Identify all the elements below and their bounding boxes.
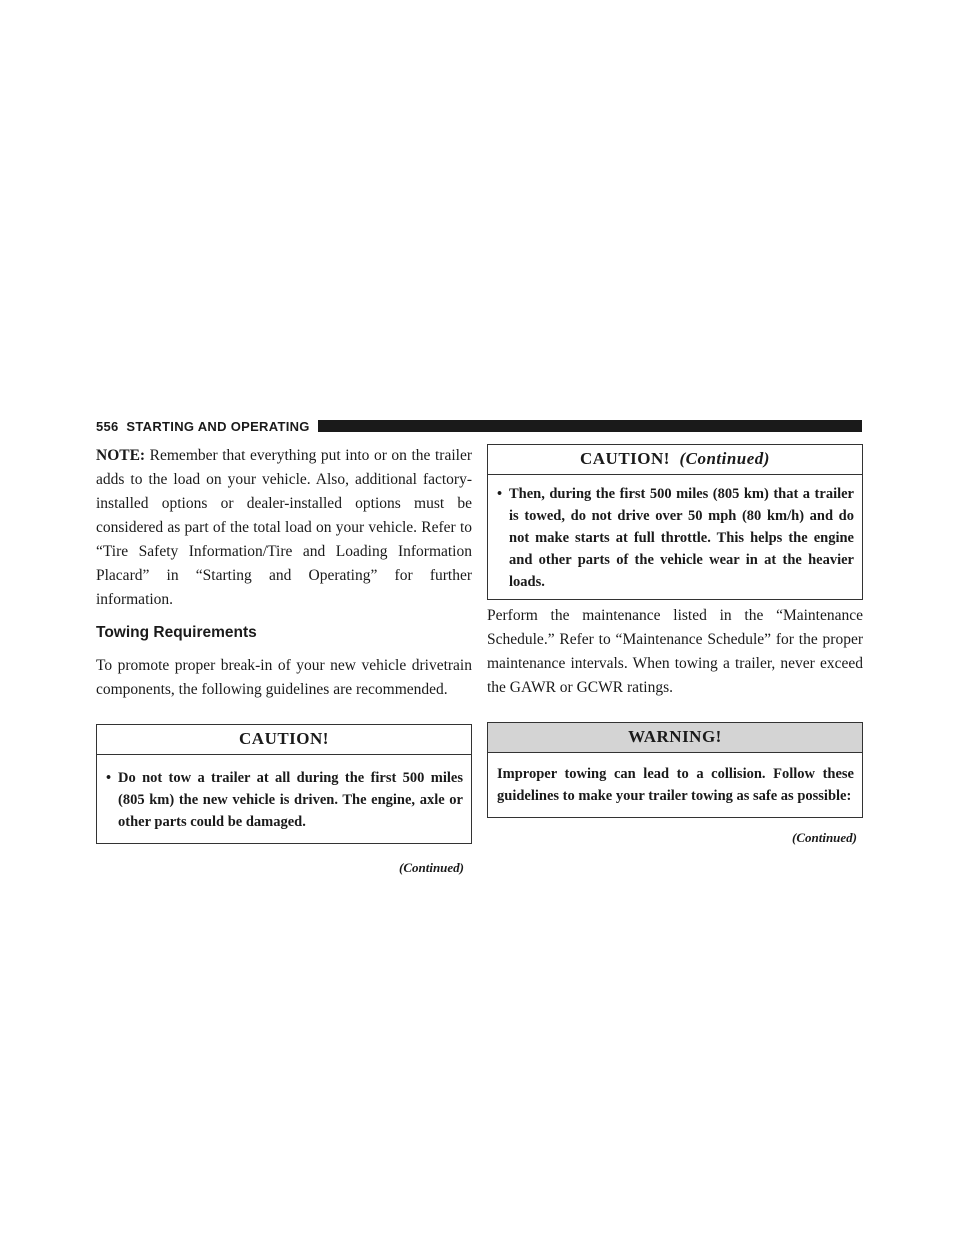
caution-continued-suffix: (Continued) xyxy=(679,449,770,468)
continued-label: (Continued) xyxy=(398,860,464,875)
section-heading: Towing Requirements xyxy=(96,624,257,641)
warning-text: Improper towing can lead to a collision. Follow these guidelines to make your trailer towing as safe as possible: xyxy=(497,766,854,804)
caution-title: CAUTION! xyxy=(97,725,471,755)
caution-continued-box xyxy=(487,444,863,600)
continued-label: (Continued) xyxy=(791,830,857,845)
right-column xyxy=(487,444,863,846)
caution-continued-title xyxy=(488,445,862,475)
note-paragraph xyxy=(96,444,472,612)
left-column xyxy=(96,444,472,876)
note-label: NOTE: xyxy=(96,447,146,464)
page-header xyxy=(96,418,862,434)
maintenance-paragraph: Perform the maintenance listed in the “Maintenance Schedule.” Refer to “Maintenance Schedule” for the proper maintenance intervals. When towing a trailer, never exceed the GAWR or GCWR ratings. xyxy=(487,607,863,696)
caution-box xyxy=(96,724,472,844)
note-text: Remember that everything put into or on the trailer adds to the load on your vehicle. Also, additional factory-installed options or dealer-installed options must be considered as part of the total load on your vehicle. Refer to “Tire Safety Information/Tire and Loading Information Placard” in “Starting and Operating” for further information. xyxy=(96,447,472,608)
warning-body xyxy=(488,753,862,817)
caution-continued-bullet xyxy=(497,483,854,593)
caution-bullet-text: Do not tow a trailer at all during the first 500 miles (805 km) the new vehicle is driven. The engine, axle or other parts could be damaged. xyxy=(118,770,463,830)
warning-box xyxy=(487,722,863,818)
page-header-text xyxy=(96,419,318,434)
caution-bullet xyxy=(106,767,463,833)
caution-continued-label: CAUTION! xyxy=(580,449,670,468)
caution-continued-body xyxy=(488,475,862,599)
bullet-icon: • xyxy=(106,770,112,786)
caution-body xyxy=(97,755,471,843)
caution-continued-bullet-text: Then, during the first 500 miles (805 km) that a trailer is towed, do not drive over 50 mph (80 km/h) and do not make starts at full throttle. This helps the engine and other parts of the vehicle wear in at the heavier loads. xyxy=(509,486,854,590)
intro-paragraph: To promote proper break-in of your new vehicle drivetrain components, the following guidelines are recommended. xyxy=(96,657,472,698)
header-rule xyxy=(318,420,862,432)
section-name: STARTING AND OPERATING xyxy=(126,418,310,434)
warning-title: WARNING! xyxy=(488,723,862,753)
page-number: 556 xyxy=(96,418,119,434)
bullet-icon: • xyxy=(497,486,503,502)
